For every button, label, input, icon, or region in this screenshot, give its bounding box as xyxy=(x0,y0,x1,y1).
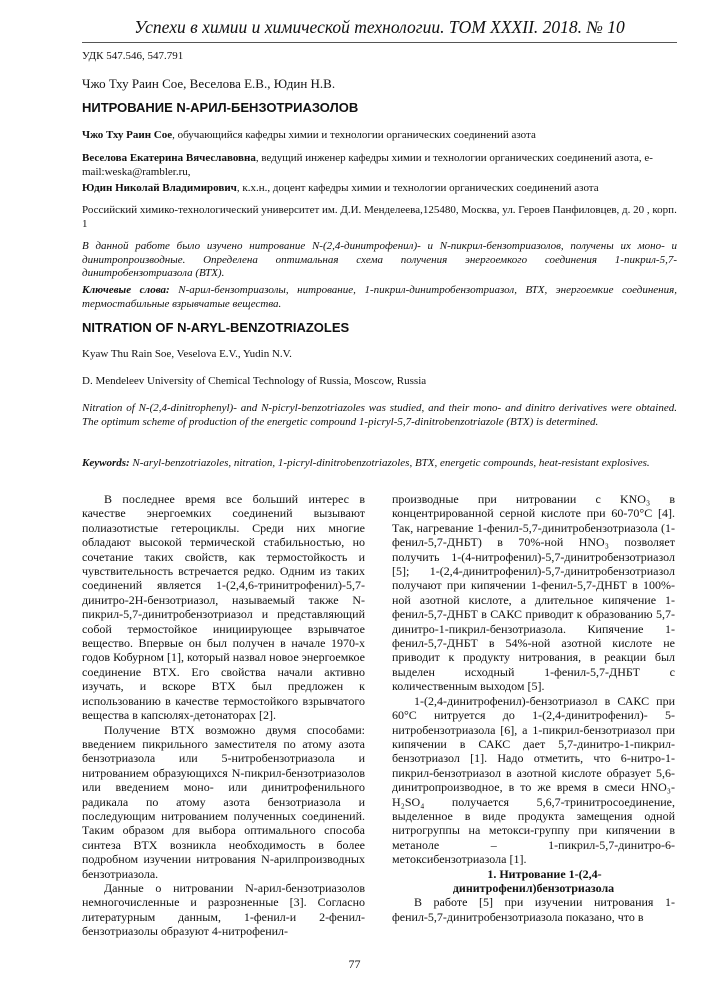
body-column-left xyxy=(82,492,365,939)
affiliation-text-3: , к.х.н., доцент кафедры химии и технологии органических соединений азота xyxy=(236,182,599,194)
body-paragraph: производные при нитровании с KNO₃ в концентрированной серной кислоте при 60-70°C [4]. Так, нагревание 1-фенил-5,7-динитробензотриазола (1-фенил-5,7-ДНБТ) в 70%-ной HNO₃ позволяет получить 1-(4-нитрофенил)-5,7-динитробензотриазол [5]; 1-(2,4-динитрофенил)-5,7-динитробензотриазол получают при кипячении 1-фенил-5,7-ДНБТ в 100%-ной азотной кислоте, а длительное кипячение 1-фенил-5,7-ДНБТ в САКС приводит к образованию 5,7-динитро-1-пикрил-бензотриазола. Кипячение 1-фенил-5,7-ДНБТ в 54%-ной азотной кислоте не приводит к продукту нитрования, в реакции был выделен исходный 1-фенил-5,7-ДНБТ с количественным выходом [5]. xyxy=(392,492,675,694)
section-heading: 1. Нитрование 1-(2,4-динитрофенил)бензотриазола xyxy=(452,866,615,895)
author-name-3: Юдин Николай Владимирович xyxy=(82,182,237,194)
body-paragraph: Данные о нитровании N-арил-бензотриазолов немногочисленные и разрозненные [3]. Согласно литературным данным, 1-фенил-и 2-фенил-бензотриазолы образуют 4-нитрофенил- xyxy=(82,880,365,939)
abstract-en: Nitration of N-(2,4-dinitrophenyl)- and N-picryl-benzotriazoles was studied, and their mono- and dinitro derivatives were obtained. The optimum scheme of production of the energetic compound 1-picryl-5,7-dinitrobenzotriazole (BTX) is determined. xyxy=(82,402,677,428)
page-number: 77 xyxy=(348,957,361,971)
university-en: D. Mendeleev University of Chemical Technology of Russia, Moscow, Russia xyxy=(82,375,427,387)
university-ru: Российский химико-технологический университет им. Д.И. Менделеева,125480, Москва, ул. Героев Панфиловцев, д. 20 , корп. 1 xyxy=(82,204,677,230)
authors-ru: Чжо Тху Раин Сое, Веселова Е.В., Юдин Н.В. xyxy=(82,76,336,91)
abstract-ru: В данной работе было изучено нитрование N-(2,4-динитрофенил)- и N-пикрил-бензотриазолов, получены их моно- и динитропроизводные. Определена оптимальная схема получения энергоемкого соединения 1-пикрил-5,7-динитробензотриазола (ВТХ). xyxy=(82,240,677,279)
body-paragraph: 1-(2,4-динитрофенил)-бензотриазол в САКС при 60°C нитруется до 1-(2,4-динитрофенил)- 5-нитробензотриазола [6], а 1-пикрил-бензотриазол при кипячении в САКС дает 5,7-динитро-1-пикрил-бензотриазол [1]. Надо отметить, что 6-нитро-1-пикрил-бензотриазол в азотной кислоте образует 5,6-динитропроизводное, в то же время в смеси HNO₃-H₂SO₄ получается 5,6,7-тринитросоединение, выделенное в виде продукта замещения одной нитрогруппы на метокси-группу при кипячении в метаноле – 1-пикрил-5,7-динитро-6-метоксибензотриазола [1]. xyxy=(392,693,675,867)
keywords-en-label: Keywords: xyxy=(82,457,130,469)
keywords-en-text: N-aryl-benzotriazoles, nitration, 1-picryl-dinitrobenzotriazoles, BTX, energetic compounds, heat-resistant explosives. xyxy=(129,457,650,469)
body-paragraph: В последнее время все больший интерес в качестве энергоемких соединений вызывают полиазотистые гетероциклы. Среди них многие обладают высокой термической стабильностью, но сочетание таких свойств, как термостойкость и чувствительность встречается редко. Одним из таких соединений является 1-(2,4,6-тринитрофенил)-5,7-динитро-2H-бензотриазол, называемый также N-пикрил-5,7-динитробензотриазол и представляющий собой термостойкое инициирующее взрывчатое вещество. Впервые он был получен в начале 1970-х годов Кобурном [1], который назвал новое энергоемкое соединение BTX. Его свойства начали активно изучать, и вскоре BTX был предложен к использованию в качестве термостойкого взрывчатого вещества в капсюлях-детонаторах [2]. xyxy=(82,492,365,723)
affiliation-3 xyxy=(82,181,677,195)
udc-code: УДК 547.546, 547.791 xyxy=(82,50,184,62)
journal-header: Успехи в химии и химической технологии. ТОМ XXXII. 2018. № 10 xyxy=(82,12,677,43)
body-paragraph: Получение BTX возможно двумя способами: введением пикрильного заместителя по атому азота бензотриазола или 5-нитробензотриазола и нитрованием образующихся N-пикрил-бензотриазолов или введением моно- или динитрофенильного радикала по атому азота бензотриазола и последующим нитрованием полученных соединений. Таким образом для выбора оптимального способа синтеза BTX возникла необходимость в более подробном изучении нитрования N-арилпроизводных бензотриазола. xyxy=(82,722,365,881)
affiliation-text-2: , ведущий инженер кафедры химии и технологии органических соединений азота, e-mail:weska@rambler.ru, xyxy=(82,152,653,178)
keywords-en xyxy=(82,457,677,471)
body-paragraph: В работе [5] при изучении нитрования 1-фенил-5,7-динитробензотриазола показано, что в xyxy=(392,895,675,924)
affiliation-text-1: , обучающийся кафедры химии и технологии органических соединений азота xyxy=(172,129,536,141)
affiliation-1 xyxy=(82,128,677,142)
keywords-ru xyxy=(82,284,677,311)
title-ru: НИТРОВАНИЕ N-АРИЛ-БЕНЗОТРИАЗОЛОВ xyxy=(82,100,359,115)
affiliation-2 xyxy=(82,151,677,179)
author-name-1: Чжо Тху Раин Сое xyxy=(82,129,173,141)
body-column-right xyxy=(392,492,675,924)
author-name-2: Веселова Екатерина Вячеславовна xyxy=(82,152,256,164)
keywords-ru-label: Ключевые слова: xyxy=(82,284,170,296)
title-en: NITRATION OF N-ARYL-BENZOTRIAZOLES xyxy=(82,320,350,335)
authors-en: Kyaw Thu Rain Soe, Veselova E.V., Yudin N.V. xyxy=(82,348,292,360)
keywords-ru-text: N-арил-бензотриазолы, нитрование, 1-пикрил-динитробензотриазол, ВТХ, энергоемкие соединения, термостабильные взрывчатые вещества. xyxy=(82,284,677,310)
